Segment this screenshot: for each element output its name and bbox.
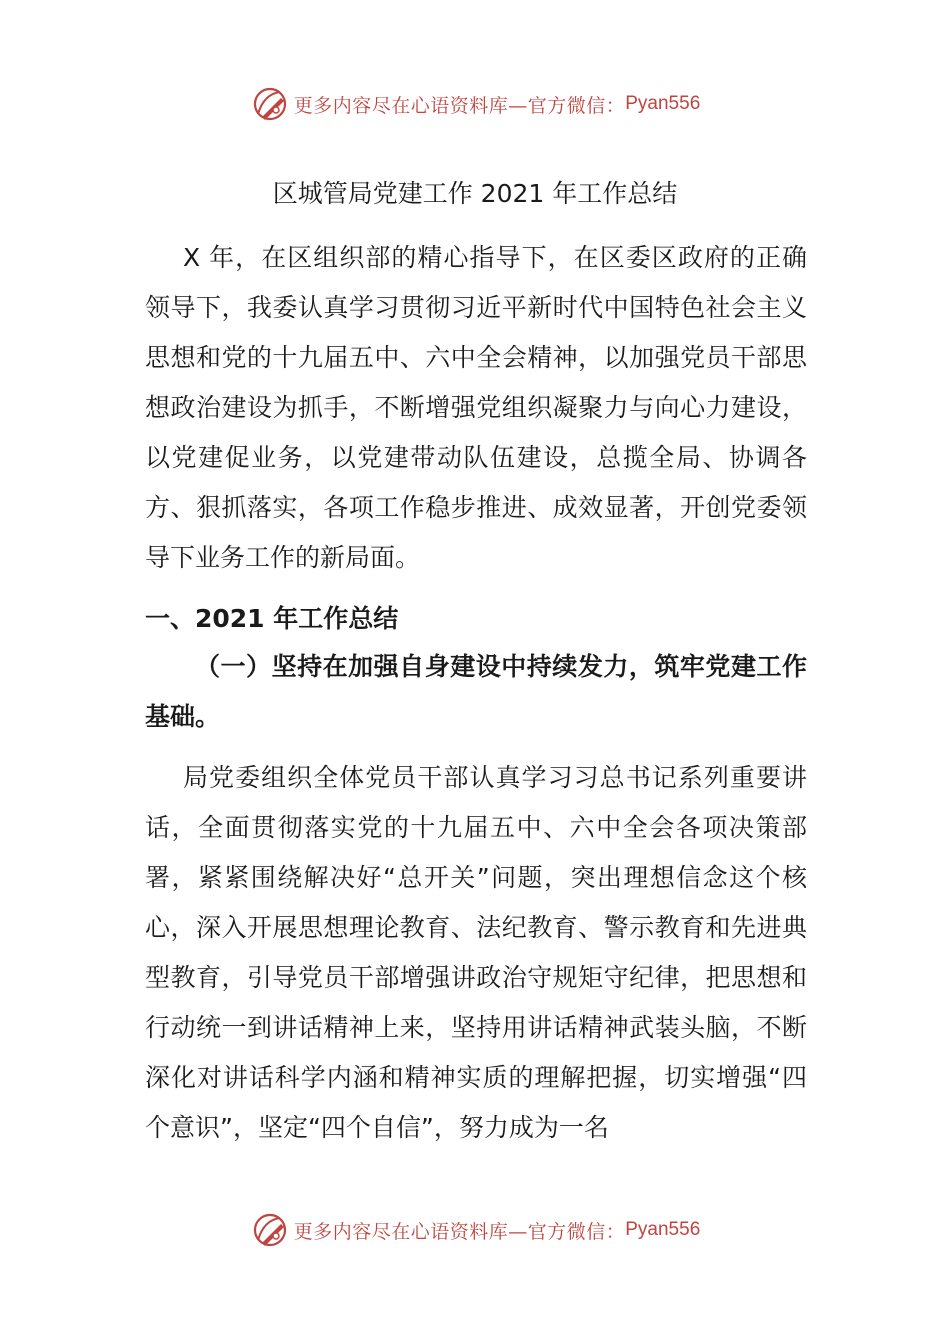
watermark-wechat-id: Pyan556	[625, 93, 701, 114]
pen-swirl-logo-icon	[250, 84, 290, 124]
document-title: 区城管局党建工作 2021 年工作总结	[272, 179, 678, 208]
watermark-wechat-id: Pyan556	[625, 1219, 701, 1240]
section-heading-text: 一、2021 年工作总结	[145, 604, 399, 633]
watermark-text: 更多内容尽在心语资料库—官方微信：	[293, 1220, 626, 1243]
watermark-text: 更多内容尽在心语资料库—官方微信：	[293, 94, 626, 117]
watermark-banner-bottom	[0, 1208, 950, 1252]
section-heading	[145, 594, 807, 644]
intro-text: X 年，在区组织部的精心指导下，在区委区政府的正确领导下，我委认真学习贯彻习近平新时代中国特色社会主义思想和党的十九届五中、六中全会精神，以加强党员干部思想政治建设为抓手，不断增强党组织凝聚力与向心力建设，以党建促业务，以党建带动队伍建设，总揽全局、协调各方、狠抓落实，各项工作稳步推进、成效显著，开创党委领导下业务工作的新局面。	[145, 243, 807, 572]
subsection-heading-text: （一）坚持在加强自身建设中持续发力，筑牢党建工作基础。	[145, 652, 807, 731]
intro-paragraph	[145, 233, 807, 583]
body-paragraph	[145, 753, 807, 1153]
watermark-banner-top	[0, 82, 950, 126]
pen-swirl-logo-icon	[250, 1210, 290, 1250]
subsection-heading	[145, 642, 807, 742]
body-text: 局党委组织全体党员干部认真学习习总书记系列重要讲话，全面贯彻落实党的十九届五中、六中全会各项决策部署，紧紧围绕解决好“总开关”问题，突出理想信念这个核心，深入开展思想理论教育、法纪教育、警示教育和先进典型教育，引导党员干部增强讲政治守规矩守纪律，把思想和行动统一到讲话精神上来，坚持用讲话精神武装头脑，不断深化对讲话科学内涵和精神实质的理解把握，切实增强“四个意识”，坚定“四个自信”，努力成为一名	[145, 763, 807, 1142]
